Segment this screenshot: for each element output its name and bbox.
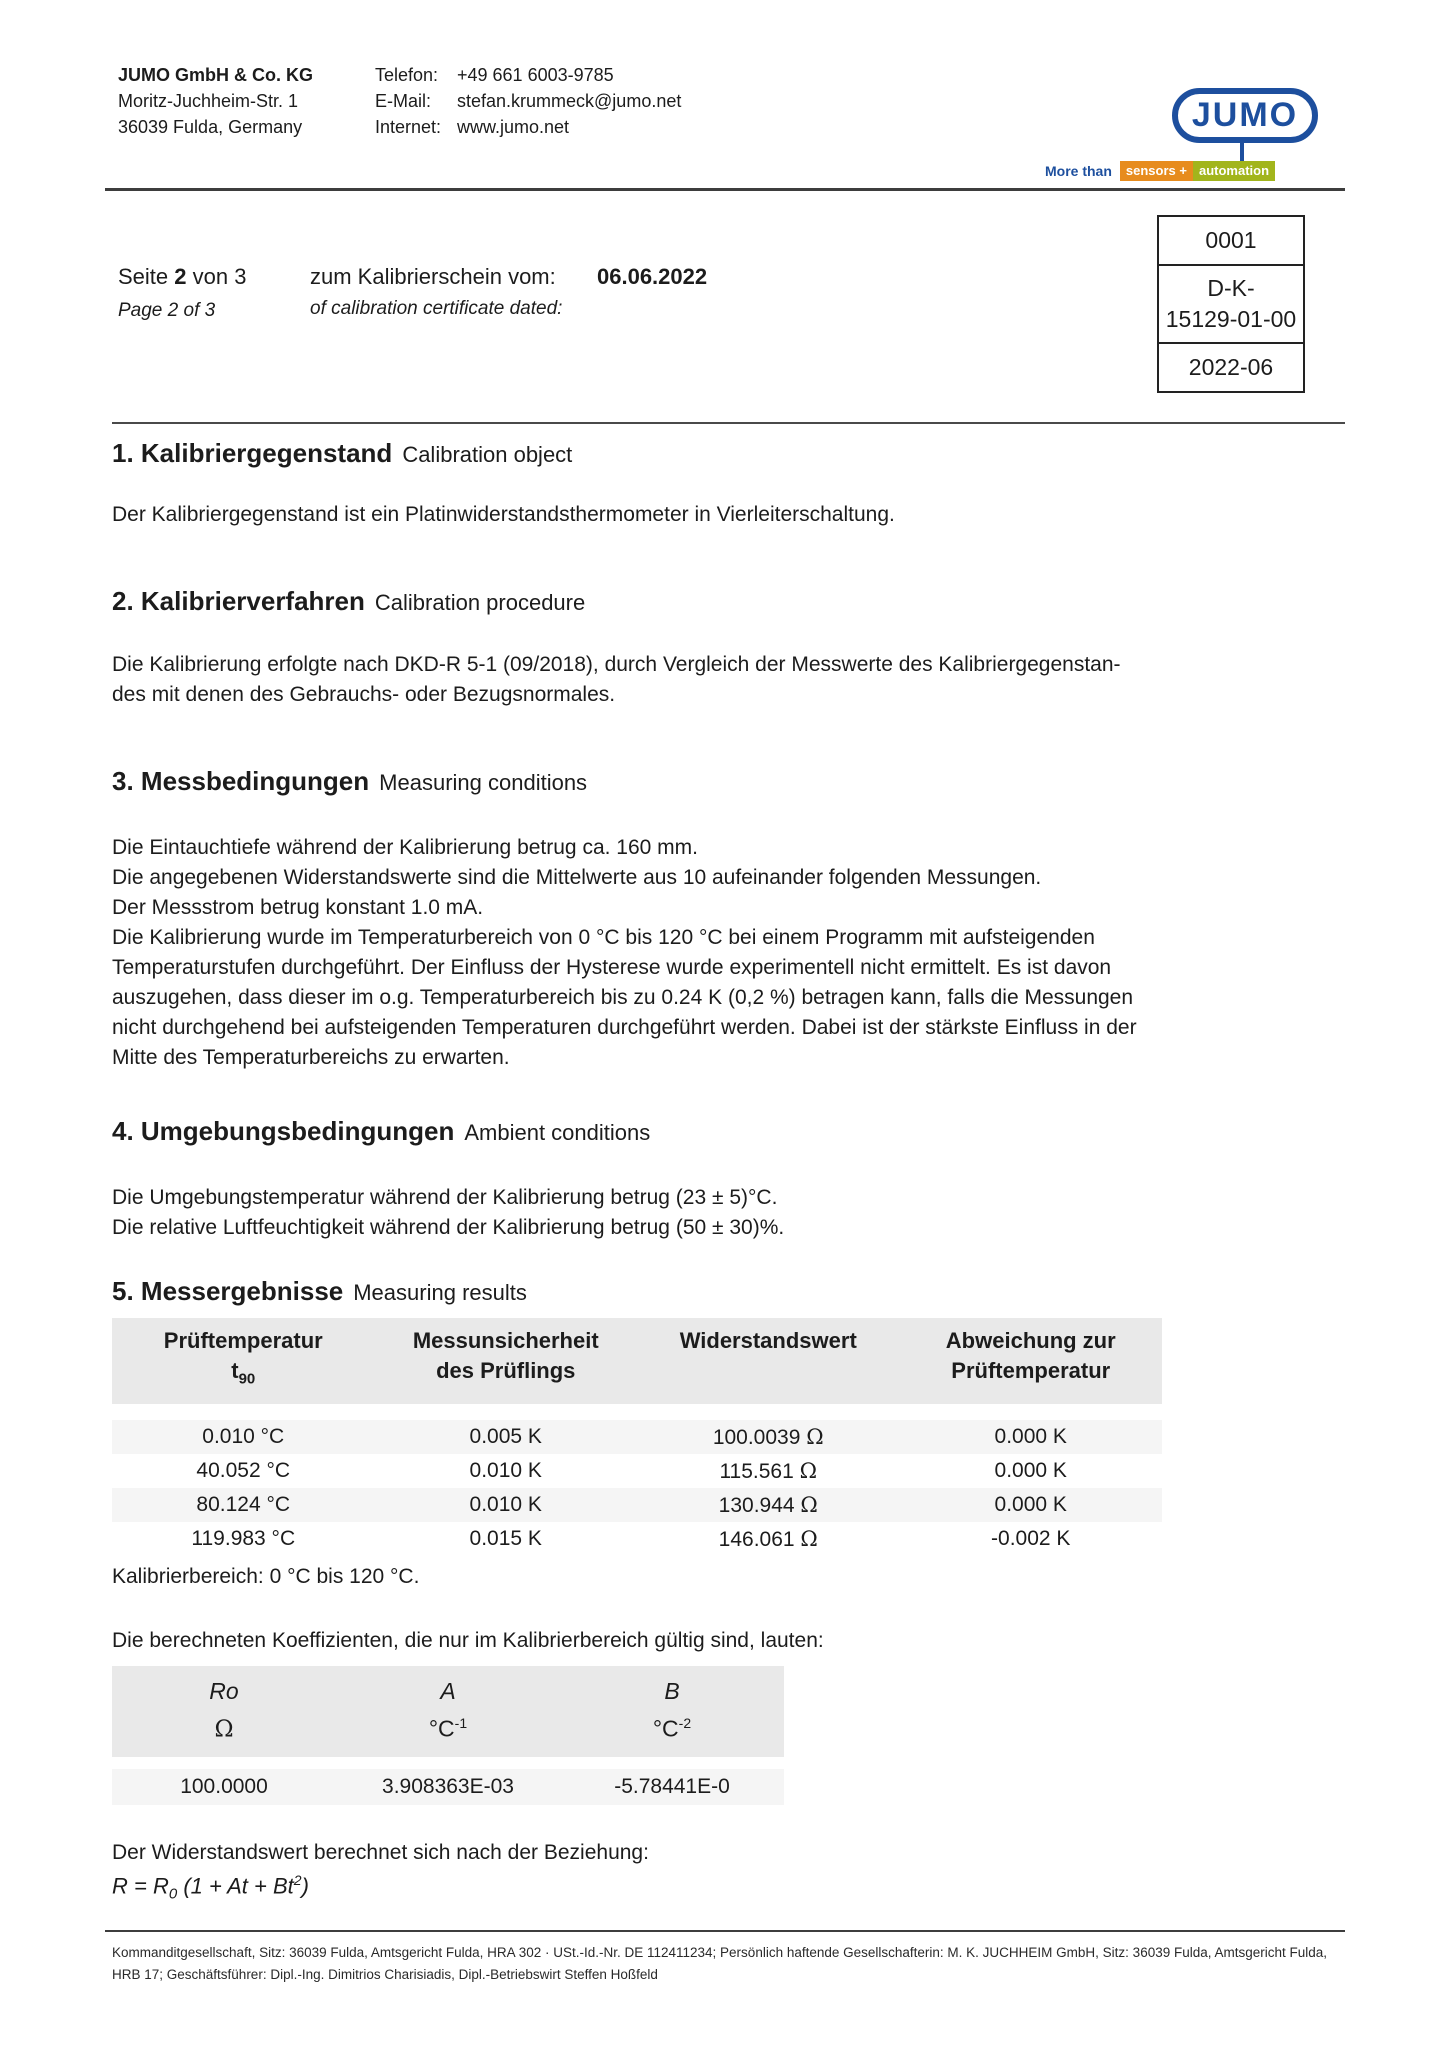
col-header-b: B $^\circ C^{-2}$ bbox=[652, 1678, 692, 1742]
phone-number: +49 661 6003-9785 bbox=[457, 65, 614, 85]
coefficients-values-row bbox=[112, 1769, 784, 1805]
section3-heading: 3. Messbedingungen Measuring conditions bbox=[112, 766, 588, 796]
section3-body: Die Eintauchtiefe während der Kalibrierung betrug ca. 160 mm. Die angegebenen Widerstandswerte sind die Mittelwerte aus 10 aufeinander folgenden Messungen. Der Messstrom betrug konstant 1.0 mA. Die Kalibrierung wurde im Temperaturbereich von 0 °C bis 120 °C bei einem Programm mit aufsteigenden Temperaturstufen durchgeführt. Der Einfluss der Hysterese wurde experimentell nicht ermittelt. Es ist davon auszugehen, dass dieser im o.g. Temperaturbereich bis zu 0.24 K (0,2 %) betragen kann, falls die Messungen nicht durchgehend bei aufsteigenden Temperaturen durchgeführt werden. Dabei ist der stärkste Einfluss in der Mitte des Temperaturbereichs zu erwarten. bbox=[112, 836, 1137, 1069]
col-header-messunsicherheit: Messunsicherheit des Prüflings bbox=[412, 1328, 599, 1383]
email-address: stefan.krummeck@jumo.net bbox=[457, 91, 682, 111]
resistance-formula: $R = R_0$ $(1 + At + Bt^2)$ bbox=[112, 1872, 309, 1903]
col-header-a: A $^\circ C^{-1}$ bbox=[428, 1678, 468, 1742]
section5-heading: 5. Messergebnisse Measuring results bbox=[112, 1276, 527, 1306]
section1-heading: 1. Kalibriergegenstand Calibration object bbox=[112, 438, 573, 468]
table-row: 40.052 °C 0.010 K 115.561 Ω 0.000 K bbox=[196, 1459, 1067, 1484]
ohm-symbol: Ω bbox=[800, 1493, 818, 1518]
results-table-header bbox=[112, 1318, 1162, 1404]
contact-block bbox=[375, 62, 681, 140]
cert-date: 06.06.2022 bbox=[597, 264, 708, 289]
coefficient-r0-value: 100.0000 bbox=[180, 1774, 268, 1798]
jumo-logo bbox=[1172, 88, 1318, 143]
coefficients-intro: Die berechneten Koeffizienten, die nur im Kalibrierbereich gültig sind, lauten: bbox=[112, 1629, 824, 1652]
tagline-prefix: More than bbox=[1045, 163, 1112, 179]
section2-body: Die Kalibrierung erfolgte nach DKD-R 5-1 (09/2018), durch Vergleich der Messwerte des Kalibriergegenstan- des mit denen des Gebrauchs- oder Bezugsnormales. bbox=[112, 653, 1121, 706]
calibration-range-note: Kalibrierbereich: 0 °C bis 120 °C. bbox=[112, 1565, 420, 1588]
company-street: Moritz-Juchheim-Str. 1 bbox=[118, 91, 299, 111]
jumo-tagline bbox=[1045, 161, 1275, 181]
cert-reference-en: of calibration certificate dated: bbox=[310, 298, 563, 319]
web-label: Internet: bbox=[375, 117, 442, 137]
ref-box-serial: 0001 bbox=[1205, 227, 1257, 253]
ohm-symbol: Ω bbox=[800, 1527, 818, 1552]
section-divider bbox=[112, 422, 1345, 424]
page-number-en: Page 2 of 3 bbox=[118, 300, 216, 321]
section4-heading: 4. Umgebungsbedingungen Ambient conditions bbox=[112, 1116, 651, 1146]
col-header-abweichung: Abweichung zur Prüftemperatur bbox=[945, 1328, 1116, 1383]
table-row: 80.124 °C 0.010 K 130.944 Ω 0.000 K bbox=[112, 1488, 1162, 1522]
tagline-sensors-badge: sensors + bbox=[1120, 161, 1193, 181]
company-address-block bbox=[118, 62, 313, 140]
results-table-rows bbox=[112, 1420, 1162, 1556]
phone-label: Telefon: bbox=[375, 65, 439, 85]
results-table bbox=[112, 1318, 1162, 1556]
col-header-pruftemperatur: Prüftemperatur $t_{90}$ bbox=[163, 1328, 323, 1388]
reference-number-box bbox=[1157, 215, 1305, 393]
jumo-logo-text: JUMO bbox=[1191, 96, 1299, 134]
coefficients-table bbox=[112, 1666, 784, 1805]
ref-box-dkd-number: D-K- 15129-01-00 bbox=[1159, 264, 1303, 342]
coefficients-table-header bbox=[112, 1666, 784, 1757]
ohm-symbol: Ω bbox=[799, 1459, 818, 1484]
coefficient-b-value: -5.78441E-0 bbox=[614, 1774, 730, 1798]
page-number-de: Seite 2 von 3 bbox=[118, 264, 247, 289]
table-row: 0.010 °C 0.005 K 100.0039 Ω 0.000 K bbox=[112, 1420, 1162, 1454]
company-name: JUMO GmbH & Co. KG bbox=[118, 65, 314, 85]
col-header-widerstandswert: Widerstandswert bbox=[679, 1328, 857, 1353]
coefficient-a-value: 3.908363E-03 bbox=[382, 1774, 514, 1798]
ohm-symbol: Ω bbox=[214, 1716, 234, 1743]
formula-intro: Der Widerstandswert berechnet sich nach der Beziehung: bbox=[112, 1841, 649, 1864]
tagline-automation-badge: automation bbox=[1193, 161, 1275, 181]
header-divider bbox=[105, 188, 1345, 191]
email-label: E-Mail: bbox=[375, 91, 432, 111]
ref-box-date: 2022-06 bbox=[1159, 342, 1303, 391]
section2-heading: 2. Kalibrierverfahren Calibration procedure bbox=[112, 586, 586, 616]
footer-divider bbox=[105, 1930, 1345, 1932]
col-header-r0: Ro Ω bbox=[209, 1678, 239, 1743]
footer-legal-text: Kommanditgesellschaft, Sitz: 36039 Fulda, Amtsgericht Fulda, HRA 302 · USt.-Id.-Nr. DE 112411234; Persönlich haftende Gesellschafterin: M. K. JUCHHEIM GmbH, Sitz: 36039 Fulda, Amtsgericht Fulda, HRB 17; Geschäftsführer: Dipl.-Ing. Dimitrios Charisiadis, Dipl.-Betriebswirt Steffen Hoßfeld bbox=[112, 1945, 1328, 1982]
web-address: www.jumo.net bbox=[457, 117, 570, 137]
table-row: 119.983 °C 0.015 K 146.061 Ω -0.002 K bbox=[191, 1527, 1071, 1552]
section4-body: Die Umgebungstemperatur während der Kalibrierung betrug (23 ± 5)°C. Die relative Luftfeuchtigkeit während der Kalibrierung betrug (50 ± 30)%. bbox=[112, 1186, 785, 1239]
company-city: 36039 Fulda, Germany bbox=[118, 117, 303, 137]
ohm-symbol: Ω bbox=[806, 1425, 824, 1450]
cert-reference-de: zum Kalibrierschein vom: bbox=[310, 264, 556, 289]
section1-body: Der Kalibriergegenstand ist ein Platinwiderstandsthermometer in Vierleiterschaltung. bbox=[112, 503, 895, 526]
